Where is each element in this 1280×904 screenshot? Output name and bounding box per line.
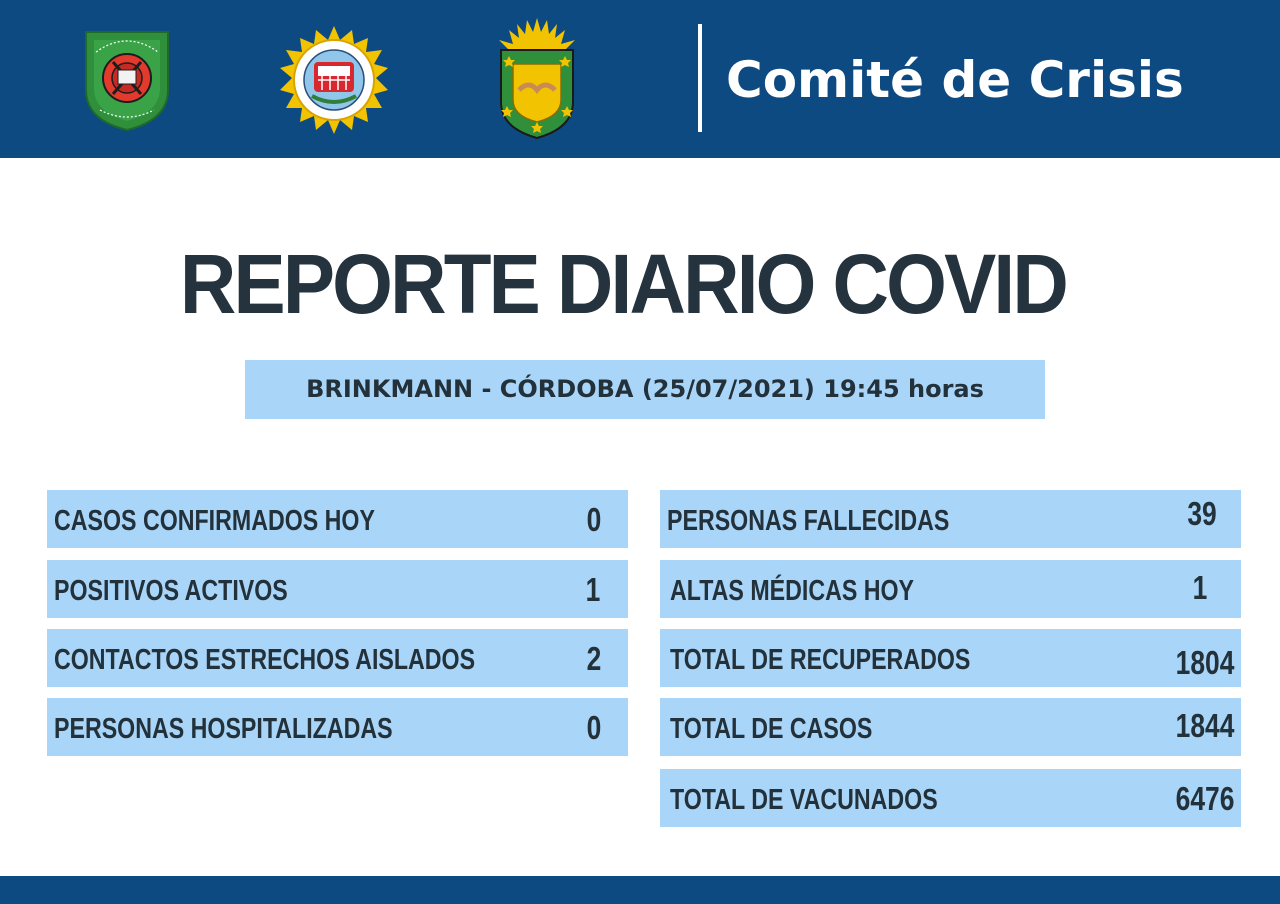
report-title: REPORTE DIARIO COVID — [179, 237, 1066, 331]
stat-label: TOTAL DE VACUNADOS — [670, 784, 938, 816]
stat-value: 6476 — [1175, 780, 1234, 817]
stat-label: CASOS CONFIRMADOS HOY — [54, 505, 375, 537]
stat-value: 1 — [585, 571, 600, 608]
stat-value: 1844 — [1175, 707, 1234, 744]
stat-value: 2 — [586, 640, 601, 677]
stat-label: PERSONAS HOSPITALIZADAS — [54, 713, 393, 745]
stat-label: CONTACTOS ESTRECHOS AISLADOS — [54, 644, 476, 676]
stat-value: 0 — [586, 709, 601, 746]
location-date-banner — [245, 360, 1045, 419]
policia-cordoba-logo — [278, 24, 390, 136]
header-title: Comité de Crisis — [726, 51, 1184, 109]
stat-row-personas-hospitalizadas — [47, 698, 628, 756]
stat-label: POSITIVOS ACTIVOS — [54, 575, 288, 607]
header-banner — [0, 0, 1280, 158]
stat-row-positivos-activos — [47, 560, 628, 618]
stat-value: 0 — [586, 501, 601, 538]
stat-row-altas-medicas-hoy — [660, 560, 1241, 618]
stat-row-casos-confirmados-hoy — [47, 490, 628, 548]
stat-label: ALTAS MÉDICAS HOY — [670, 575, 915, 607]
header-divider — [698, 24, 702, 132]
location-date-text: BRINKMANN - CÓRDOBA (25/07/2021) 19:45 horas — [306, 375, 984, 403]
stat-label: PERSONAS FALLECIDAS — [667, 505, 950, 537]
bomberos-voluntarios-logo — [82, 28, 172, 132]
stat-row-personas-fallecidas — [660, 490, 1241, 548]
footer-bar — [0, 876, 1280, 904]
stat-label: TOTAL DE RECUPERADOS — [670, 644, 971, 676]
stat-value: 1 — [1192, 569, 1207, 606]
stat-value: 1804 — [1175, 644, 1234, 681]
stat-row-total-de-recuperados — [660, 629, 1241, 687]
stat-label: TOTAL DE CASOS — [670, 713, 873, 745]
stat-value: 39 — [1187, 495, 1217, 532]
escudo-brinkmann-logo — [495, 18, 579, 140]
stat-row-total-de-casos — [660, 698, 1241, 756]
stat-row-contactos-estrechos-aislados — [47, 629, 628, 687]
stat-row-total-de-vacunados — [660, 769, 1241, 827]
